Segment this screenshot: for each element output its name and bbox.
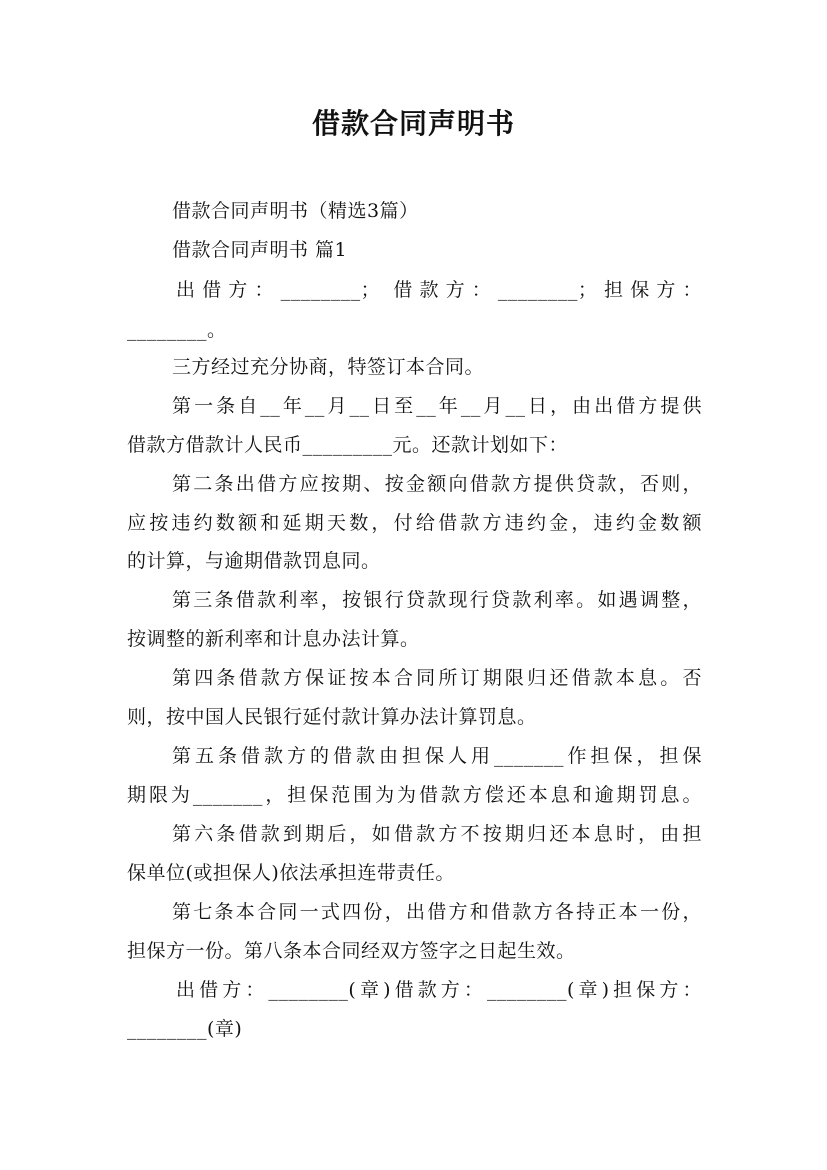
clause-2-line-1: 第二条出借方应按期、按金额向借款方提供贷款，否则， [172, 473, 702, 495]
clause-1-line-1: 第一条自__年__月__日至__年__月__日，由出借方提供 [172, 395, 702, 417]
signature-line-cont: ________(章) [127, 1018, 243, 1040]
clause-5-line-1: 第五条借款方的借款由担保人用_______作担保，担保 [172, 745, 702, 767]
clause-7-line-2: 担保方一份。第八条本合同经双方签字之日起生效。 [127, 940, 576, 962]
clause-7-line-1: 第七条本合同一式四份，出借方和借款方各持正本一份， [172, 901, 702, 923]
clause-5-line-2: 期限为_______，担保范围为为借款方偿还本息和逾期罚息。 [127, 784, 702, 806]
parties-line-cont: ________。 [127, 319, 227, 341]
clause-2-line-3: 的计算，与逾期借款罚息同。 [127, 550, 381, 572]
clause-3-line-2: 按调整的新利率和计息办法计算。 [127, 628, 420, 650]
clause-4-line-2: 则，按中国人民银行延付款计算办法计算罚息。 [127, 706, 537, 728]
clause-3-line-1: 第三条借款利率，按银行贷款现行贷款利率。如遇调整， [172, 589, 702, 611]
clause-4-line-1: 第四条借款方保证按本合同所订期限归还借款本息。否 [172, 667, 702, 689]
subtitle-line: 借款合同声明书（精选3篇） [172, 200, 419, 222]
clause-6-line-2: 保单位(或担保人)依法承担连带责任。 [127, 862, 455, 884]
signature-line: 出借方：________(章)借款方：________(章)担保方： [176, 979, 702, 1001]
paragraph-intro: 三方经过充分协商，特签订本合同。 [172, 356, 485, 378]
document-title: 借款合同声明书 [311, 107, 515, 140]
section-heading: 借款合同声明书 篇1 [172, 239, 348, 261]
clause-1-line-2: 借款方借款计人民币_________元。还款计划如下： [127, 434, 569, 456]
clause-6-line-1: 第六条借款到期后，如借款方不按期归还本息时，由担 [172, 823, 702, 845]
clause-2-line-2: 应按违约数额和延期天数，付给借款方违约金，违约金数额 [127, 512, 702, 534]
parties-line: 出借方：________； 借款方：________；担保方： [176, 279, 702, 301]
